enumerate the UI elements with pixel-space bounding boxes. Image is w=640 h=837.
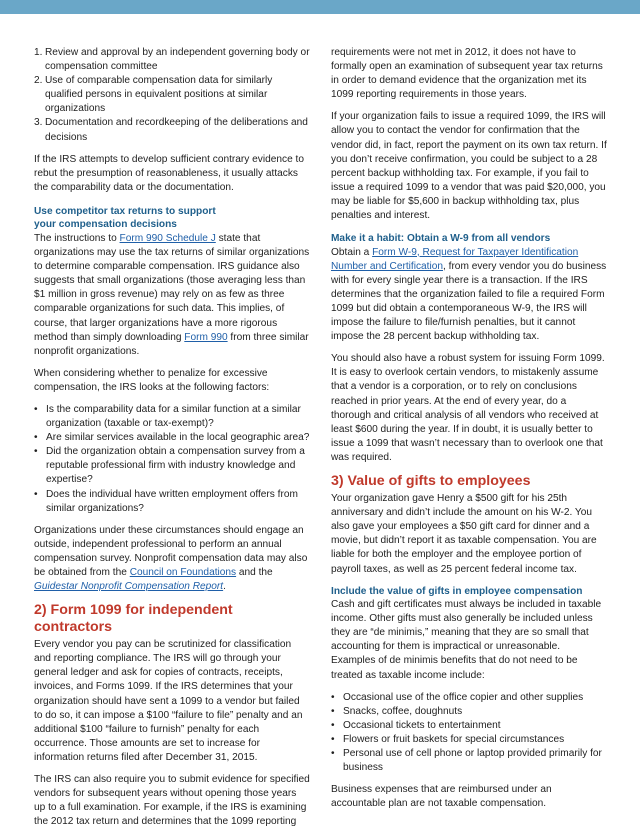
gifts-heading: 3) Value of gifts to employees (331, 473, 531, 490)
factors-list (34, 403, 310, 516)
form-w9-link[interactable]: Form W-9, Request for Taxpayer Identification Number and Certification (331, 246, 579, 272)
instructions-paragraph: The instructions to Form 990 Schedule J state that organizations may use the tax returns of similar organizations to determine comparable compensation. IRS guidance also suggests that small organizations (those averaging less than $1 million in gross revenue) may rely on as few as three comparable organizations for such data. This implies, of course, that larger organizations have a more rigorous method than simply downloading Form 990 from three similar nonprofit organizations. (34, 232, 310, 357)
robust-system-paragraph: You should also have a robust system for issuing Form 1099. It is easy to overlook certain vendors, to mistakenly assume that a vendor is a corporation, or to rely on conclusions reached in prior years. At the end of every year, do a thorough and critical analysis of all vendors who received at least $600 during the year. If in doubt, it is usually better to issue a 1099 that wasn’t necessary than to overlook one that was required. (331, 353, 605, 463)
list-item: • Does the individual have written employment offers from similar organizations? (34, 488, 298, 514)
right-column (331, 46, 607, 819)
list-item: 1. Review and approval by an independent governing body or compensation committee (34, 47, 310, 73)
list-item: • Snacks, coffee, doughnuts (331, 705, 463, 717)
safe-harbor-steps-list (34, 46, 310, 145)
cash-gifts-paragraph: Cash and gift certificates must always be included in taxable income. Other gifts must also generally be included unless they are “de minimis,” meaning that they are so small that accounting for them is impractical or unreasonable. Examples of de minimis benefits that do not need to be treated as taxable income include: (331, 599, 602, 681)
list-item: • Did the organization obtain a compensation survey from a reputable professional firm with industry knowledge and expertise? (34, 446, 305, 486)
continued-paragraph: requirements were not met in 2012, it does not have to formally open an examination of subsequent year tax returns in order to demand evidence that the organization met its 1099 reporting requirements in those years. (331, 47, 603, 101)
henry-example-paragraph: Your organization gave Henry a $500 gift for his 25th anniversary and didn’t include the amount on his W-2. You also gave your employees a $50 gift card for dinner and a movie, but didn’t report it as taxable compensation. You are liable for both the employer and the employee portion of payroll taxes, as well as 25 percent federal income tax. (331, 493, 597, 575)
left-column (34, 46, 310, 837)
list-item: • Personal use of cell phone or laptop provided primarily for business (331, 748, 602, 774)
list-item: • Occasional tickets to entertainment (331, 719, 501, 731)
list-item: 2. Use of comparable compensation data for similarly qualified persons in equivalent positions at similar organizations (34, 75, 273, 115)
list-item: • Are similar services available in the local geographic area? (34, 432, 310, 444)
subsequent-years-paragraph: The IRS can also require you to submit evidence for specified vendors for subsequent years without opening those years up to a full examination. For example, if the IRS is examining the 2012 tax return and determines that the 1099 reporting (34, 774, 310, 828)
vendor-scrutiny-paragraph: Every vendor you pay can be scrutinized for classification and reporting compliance. The IRS will go through your general ledger and ask for copies of contracts, receipts, invoices, and Forms 1099. If the IRS determines that your organization should have sent a 1099 to a vendor but failed to do so, it can impose a $100 “failure to file” penalty and an additional $100 “failure to furnish” penalty for each occurrence. Those amounts are set to increase for information returns filed after December 31, 2015. (34, 639, 303, 763)
council-on-foundations-link[interactable]: Council on Foundations (129, 567, 237, 578)
failure-to-issue-paragraph: If your organization fails to issue a required 1099, the IRS will allow you to contact the vendor for confirmation that the vendor did, in fact, report the payment on its own tax return. If you don’t receive confirmation, you could be subject to a 28 percent backup withholding tax. For example, if you fail to issue a required 1099 to a vendor that was paid $20,000, you may be liable for $5,600 in backup withholding tax, plus penalties and interest. (331, 111, 607, 222)
form-990-link[interactable]: Form 990 (184, 331, 228, 343)
include-gifts-subheading: Include the value of gifts in employee compensation (331, 585, 583, 597)
top-accent-bar (0, 0, 640, 14)
competitor-returns-subheading: Use competitor tax returns to support your compensation decisions (34, 205, 216, 231)
form-990-schedule-j-link[interactable]: Form 990 Schedule J (119, 232, 216, 244)
outside-professional-paragraph: Organizations under these circumstances should engage an outside, independent professional to perform an annual compensation survey. Nonprofit compensation data may also be obtained from the Council on Foundations and the Guidestar Nonprofit Compensation Report. (34, 524, 308, 593)
rebut-paragraph: If the IRS attempts to develop sufficient contrary evidence to rebut the presumption of reasonableness, it usually attacks the comparability data or the documentation. (34, 153, 304, 193)
w9-paragraph: Obtain a Form W-9, Request for Taxpayer Identification Number and Certification, from every vendor you do business with for every single year there is a transaction. If the IRS determines that the organization failed to file a required Form 1099 but did obtain a contemporaneous W-9, the IRS will impose the failure to file/furnish penalties, but it cannot impose the 28 percent backup withholding tax. (331, 246, 607, 343)
de-minimis-list (331, 691, 607, 776)
factors-intro-paragraph: When considering whether to penalize for excessive compensation, the IRS looks at the following factors: (34, 367, 270, 393)
form-1099-heading: 2) Form 1099 for independent contractors (34, 602, 233, 636)
w9-subheading: Make it a habit: Obtain a W-9 from all vendors (331, 233, 551, 245)
list-item: 3. Documentation and recordkeeping of the deliberations and decisions (34, 117, 308, 143)
list-item: • Occasional use of the office copier and other supplies (331, 691, 584, 703)
business-expenses-paragraph: Business expenses that are reimbursed under an accountable plan are not taxable compensation. (331, 784, 552, 810)
list-item: • Is the comparability data for a similar function at a similar organization (taxable or tax-exempt)? (34, 403, 301, 430)
list-item: • Flowers or fruit baskets for special circumstances (331, 733, 565, 745)
guidestar-report-link[interactable]: Guidestar Nonprofit Compensation Report (34, 581, 224, 593)
